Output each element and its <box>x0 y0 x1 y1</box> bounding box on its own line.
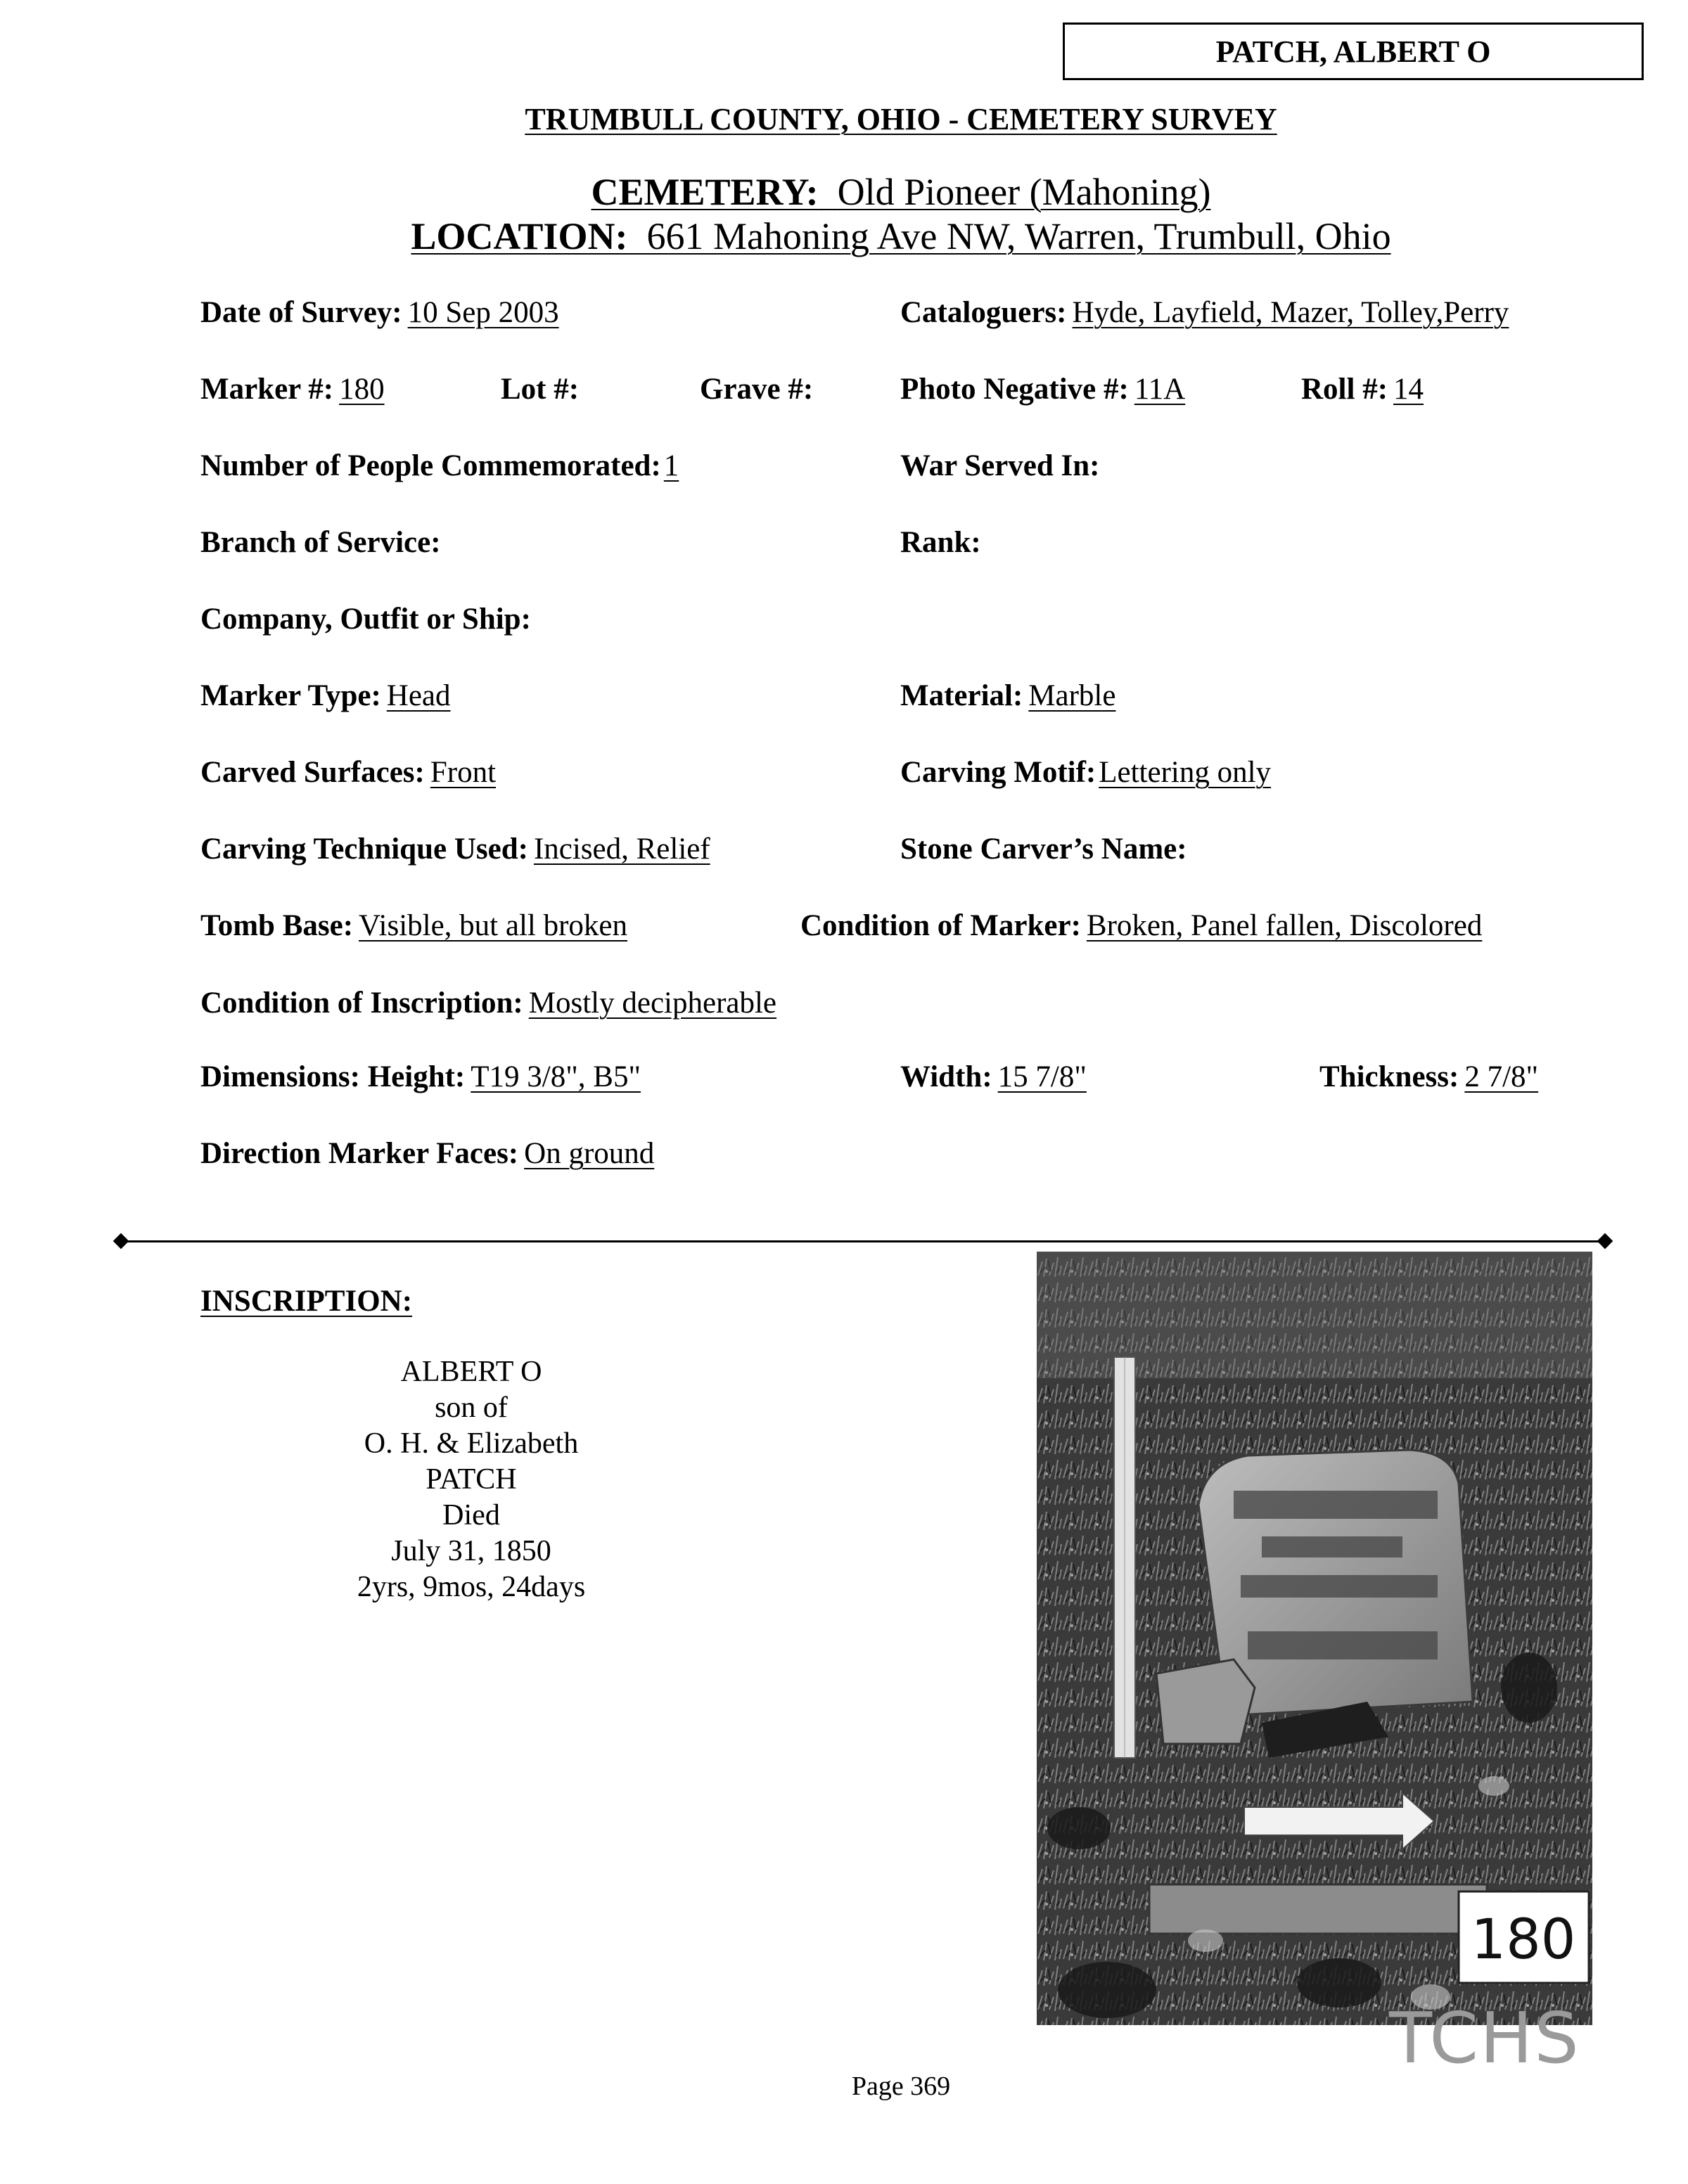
field-carving-technique <box>200 832 710 866</box>
field-branch-of-service <box>200 525 441 560</box>
inscription-line: O. H. & Elizabeth <box>364 1427 579 1460</box>
field-value: 10 Sep 2003 <box>407 296 559 329</box>
field-dimensions-height <box>200 1060 641 1094</box>
field-value: Visible, but all broken <box>359 909 628 942</box>
field-rank <box>900 525 981 560</box>
field-label: Marker #: <box>200 373 334 406</box>
divider-left-diamond <box>113 1233 129 1250</box>
inscription-line: Died <box>442 1499 500 1531</box>
field-value: Mostly decipherable <box>528 987 777 1020</box>
field-marker-type <box>200 679 451 713</box>
field-label: Roll #: <box>1301 373 1388 406</box>
gravestone-photo <box>1037 1252 1592 2025</box>
cemetery-value: Old Pioneer (Mahoning) <box>837 171 1211 213</box>
inscription-line: ALBERT O <box>400 1356 542 1388</box>
field-label: War Served In: <box>900 449 1100 482</box>
field-value: 2 7/8" <box>1464 1060 1539 1093</box>
field-value: Marble <box>1028 679 1116 712</box>
field-thickness <box>1319 1060 1538 1094</box>
cemetery-label: CEMETERY: <box>591 171 819 213</box>
field-label: Condition of Inscription: <box>200 987 523 1020</box>
field-direction-marker-faces <box>200 1136 654 1171</box>
field-stone-carver <box>900 832 1187 866</box>
field-people-commemorated <box>200 449 679 483</box>
field-label: Direction Marker Faces: <box>200 1137 519 1170</box>
field-label: Cataloguers: <box>900 296 1067 329</box>
field-label: Stone Carver’s Name: <box>900 833 1187 866</box>
field-label: Company, Outfit or Ship: <box>200 603 531 636</box>
field-photo-negative <box>900 372 1185 406</box>
field-grave-number <box>700 372 813 406</box>
field-label: Carving Technique Used: <box>200 833 528 866</box>
field-carving-motif <box>900 755 1271 790</box>
field-label: Thickness: <box>1319 1060 1459 1093</box>
field-value: T19 3/8", B5" <box>471 1060 641 1093</box>
field-value: Front <box>430 756 497 789</box>
divider-right-diamond <box>1597 1233 1613 1250</box>
field-value: Broken, Panel fallen, Discolored <box>1086 909 1483 942</box>
field-label: Width: <box>900 1060 992 1093</box>
inscription-line: son of <box>435 1392 508 1424</box>
field-war-served-in <box>900 449 1100 483</box>
field-label: Photo Negative #: <box>900 373 1129 406</box>
field-label: Carved Surfaces: <box>200 756 425 789</box>
cemetery-line <box>0 170 1688 214</box>
inscription-title: INSCRIPTION: <box>200 1285 413 1318</box>
inscription-line: PATCH <box>426 1463 517 1496</box>
location-line <box>0 214 1688 258</box>
marker-number-text: 180 <box>1471 1908 1576 1972</box>
field-label: Dimensions: Height: <box>200 1060 466 1093</box>
field-label: Tomb Base: <box>200 909 354 942</box>
field-label: Marker Type: <box>200 679 381 712</box>
field-value: 14 <box>1393 373 1424 406</box>
field-carved-surfaces <box>200 755 496 790</box>
field-label: Date of Survey: <box>200 296 402 329</box>
location-value: 661 Mahoning Ave NW, Warren, Trumbull, Ohio <box>646 215 1391 257</box>
field-value: Lettering only <box>1099 756 1272 789</box>
field-value: Incised, Relief <box>533 833 710 866</box>
section-divider <box>120 1240 1605 1242</box>
field-date-of-survey <box>200 295 559 330</box>
page-number: Page 369 <box>851 2071 951 2101</box>
field-label: Grave #: <box>700 373 814 406</box>
field-value: 1 <box>663 449 679 482</box>
field-company <box>200 602 531 636</box>
broken-fragment <box>1156 1659 1255 1744</box>
field-marker-number <box>200 372 385 406</box>
inscription-text <box>295 1354 647 1605</box>
inscription-line: July 31, 1850 <box>391 1535 551 1567</box>
name-box: PATCH, ALBERT O <box>1063 23 1644 80</box>
field-tomb-base <box>200 908 627 943</box>
field-value: On ground <box>524 1137 655 1170</box>
field-roll-number <box>1301 372 1424 406</box>
field-value: Head <box>386 679 451 712</box>
field-label: Branch of Service: <box>200 526 441 559</box>
field-value: Hyde, Layfield, Mazer, Tolley,Perry <box>1072 296 1509 329</box>
inscription-line: 2yrs, 9mos, 24days <box>357 1571 586 1603</box>
field-condition-of-inscription <box>200 986 776 1020</box>
field-condition-of-marker <box>800 908 1482 943</box>
field-value: 15 7/8" <box>997 1060 1087 1093</box>
field-material <box>900 679 1115 713</box>
field-value: 11A <box>1134 373 1186 406</box>
field-label: Lot #: <box>501 373 580 406</box>
base-slab <box>1149 1884 1487 1934</box>
field-width <box>900 1060 1087 1094</box>
field-label: Number of People Commemorated: <box>200 449 661 482</box>
field-label: Rank: <box>900 526 981 559</box>
field-label: Carving Motif: <box>900 756 1096 789</box>
field-label: Condition of Marker: <box>800 909 1081 942</box>
tchs-watermark: TCHS <box>1389 1997 1580 2079</box>
location-label: LOCATION: <box>411 215 628 257</box>
field-lot-number <box>501 372 579 406</box>
field-label: Material: <box>900 679 1023 712</box>
field-cataloguers <box>900 295 1509 330</box>
survey-title: TRUMBULL COUNTY, OHIO - CEMETERY SURVEY <box>525 102 1277 136</box>
field-value: 180 <box>339 373 385 406</box>
